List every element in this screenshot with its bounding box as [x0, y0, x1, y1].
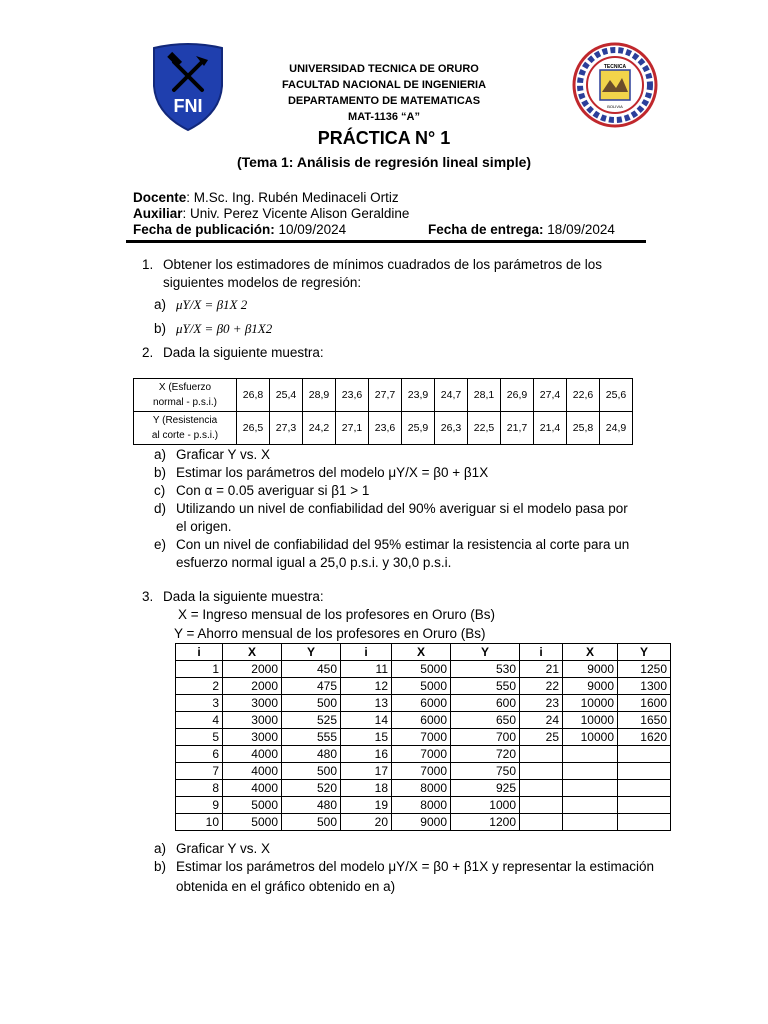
q2-number: 2.	[142, 345, 154, 360]
y-value: 25,9	[402, 412, 435, 445]
table-cell: 925	[451, 780, 520, 797]
table-cell: 3000	[223, 695, 282, 712]
table-cell: 4000	[223, 746, 282, 763]
column-header: i	[341, 644, 392, 661]
table-cell: 5000	[392, 661, 451, 678]
university-name: UNIVERSIDAD TECNICA DE ORURO	[289, 63, 479, 75]
department-name: DEPARTAMENTO DE MATEMATICAS	[287, 95, 481, 107]
column-header: i	[176, 644, 223, 661]
q1b-label: b)	[154, 321, 167, 336]
table-cell: 9000	[563, 678, 618, 695]
x-value: 22,6	[567, 379, 600, 412]
table-cell: 525	[282, 712, 341, 729]
q2a-text: Graficar Y vs. X	[176, 447, 271, 462]
table-cell: 10	[176, 814, 223, 831]
table-cell: 25	[520, 729, 563, 746]
q2-sample-table	[133, 378, 633, 445]
table-row	[176, 814, 671, 831]
q2b-label: b)	[154, 465, 167, 480]
table-cell: 8000	[392, 797, 451, 814]
q2e-label: e)	[154, 537, 167, 552]
table-cell: 1650	[618, 712, 671, 729]
table-row	[134, 379, 633, 412]
q2d-label: d)	[154, 501, 167, 516]
table-cell: 5	[176, 729, 223, 746]
seal-top-text: TECNICA	[603, 64, 627, 70]
table-cell: 10000	[563, 712, 618, 729]
table-cell	[563, 763, 618, 780]
auxiliar-value: : Univ. Perez Vicente Alison Geraldine	[182, 206, 410, 221]
table-row	[176, 797, 671, 814]
y-value: 24,2	[303, 412, 336, 445]
due-date	[428, 222, 615, 238]
table-cell: 530	[451, 661, 520, 678]
table-cell: 9000	[392, 814, 451, 831]
table-row	[176, 678, 671, 695]
q2b-text: Estimar los parámetros del modelo μY/X = β0 + β1X	[176, 465, 489, 480]
column-header: i	[520, 644, 563, 661]
table-cell: 720	[451, 746, 520, 763]
header-divider	[126, 240, 646, 243]
y-value: 23,6	[369, 412, 402, 445]
table-cell: 22	[520, 678, 563, 695]
q1a-formula: μY/X = β1X 2	[176, 297, 248, 312]
page-title: PRÁCTICA N° 1	[317, 128, 451, 148]
table-row	[176, 746, 671, 763]
table-cell: 3000	[223, 729, 282, 746]
y-value: 25,8	[567, 412, 600, 445]
y-value: 27,3	[270, 412, 303, 445]
table-cell: 500	[282, 814, 341, 831]
table-cell: 4	[176, 712, 223, 729]
table-row	[176, 661, 671, 678]
x-value: 28,1	[468, 379, 501, 412]
table-row	[176, 780, 671, 797]
table-cell: 555	[282, 729, 341, 746]
q1-number: 1.	[142, 257, 154, 272]
y-value: 27,1	[336, 412, 369, 445]
q1-text-line1: Obtener los estimadores de mínimos cuadrados de los parámetros de los	[163, 257, 602, 272]
q3b-text-line2: obtenida en el gráfico obtenido en a)	[176, 879, 396, 894]
q2a-label: a)	[154, 447, 167, 462]
y-value: 21,4	[534, 412, 567, 445]
q1-text-line2: siguientes modelos de regresión:	[163, 275, 362, 290]
table-row	[176, 763, 671, 780]
table-cell	[563, 746, 618, 763]
column-header: X	[223, 644, 282, 661]
q1b-formula: μY/X = β0 + β1X2	[176, 321, 273, 336]
x-value: 23,6	[336, 379, 369, 412]
y-value: 21,7	[501, 412, 534, 445]
y-value: 26,3	[435, 412, 468, 445]
x-value: 26,8	[237, 379, 270, 412]
table-cell: 8	[176, 780, 223, 797]
table-cell: 650	[451, 712, 520, 729]
table-cell: 18	[341, 780, 392, 797]
table-cell	[618, 814, 671, 831]
q2e-text-line2: esfuerzo normal igual a 25,0 p.s.i. y 30,0 p.s.i.	[176, 555, 452, 570]
table-cell: 500	[282, 695, 341, 712]
q2c-text: Con α = 0.05 averiguar si β1 > 1	[176, 483, 370, 498]
q2d-text-line2: el origen.	[176, 519, 232, 534]
table-cell: 12	[341, 678, 392, 695]
q1a-label: a)	[154, 297, 167, 312]
table-cell	[563, 814, 618, 831]
x-value: 26,9	[501, 379, 534, 412]
q3-table-body	[176, 661, 671, 831]
table-cell	[618, 797, 671, 814]
y-label-line1: Y (Resistencia	[152, 415, 218, 426]
seal-bottom-text: BOLIVIA	[607, 104, 623, 109]
table-cell: 2000	[223, 678, 282, 695]
table-cell: 600	[451, 695, 520, 712]
table-cell	[520, 814, 563, 831]
x-value: 24,7	[435, 379, 468, 412]
table-cell: 15	[341, 729, 392, 746]
table-cell: 1300	[618, 678, 671, 695]
x-value: 28,9	[303, 379, 336, 412]
x-row-label	[134, 379, 237, 412]
table-cell: 1620	[618, 729, 671, 746]
table-cell: 7000	[392, 746, 451, 763]
table-cell: 1	[176, 661, 223, 678]
x-value: 27,4	[534, 379, 567, 412]
table-cell: 5000	[392, 678, 451, 695]
pub-value: 10/09/2024	[274, 222, 347, 237]
table-cell: 14	[341, 712, 392, 729]
table-cell: 7000	[392, 729, 451, 746]
auxiliar-line	[133, 206, 409, 222]
uto-seal-logo	[572, 42, 658, 128]
table-cell: 6000	[392, 695, 451, 712]
table-cell: 2000	[223, 661, 282, 678]
table-cell: 700	[451, 729, 520, 746]
table-cell: 20	[341, 814, 392, 831]
table-row	[134, 412, 633, 445]
q3-text: Dada la siguiente muestra:	[163, 589, 324, 604]
table-header-row	[176, 644, 671, 661]
docente-value: : M.Sc. Ing. Rubén Medinaceli Ortiz	[186, 190, 399, 205]
table-cell: 3000	[223, 712, 282, 729]
table-cell: 1250	[618, 661, 671, 678]
course-code: MAT-1136 “A”	[348, 111, 420, 123]
table-cell: 480	[282, 797, 341, 814]
table-cell: 7	[176, 763, 223, 780]
table-cell	[618, 746, 671, 763]
docente-label: Docente	[133, 190, 187, 205]
q3-number: 3.	[142, 589, 154, 604]
table-cell: 10000	[563, 695, 618, 712]
q2d-text-line1: Utilizando un nivel de confiabilidad del 90% averiguar si el modelo pasa por	[176, 501, 628, 516]
y-value: 22,5	[468, 412, 501, 445]
x-value: 27,7	[369, 379, 402, 412]
table-cell: 4000	[223, 780, 282, 797]
q3b-text-line1: Estimar los parámetros del modelo μY/X = β0 + β1X y representar la estimación	[176, 859, 655, 874]
table-cell: 8000	[392, 780, 451, 797]
table-cell: 500	[282, 763, 341, 780]
x-value: 25,4	[270, 379, 303, 412]
table-cell	[563, 797, 618, 814]
due-value: 18/09/2024	[543, 222, 615, 237]
y-label-line2: al corte - p.s.i.)	[151, 430, 219, 441]
table-cell: 11	[341, 661, 392, 678]
due-label: Fecha de entrega:	[428, 222, 544, 237]
table-cell: 24	[520, 712, 563, 729]
column-header: X	[563, 644, 618, 661]
publication-date	[133, 222, 346, 238]
table-cell: 9	[176, 797, 223, 814]
column-header: Y	[282, 644, 341, 661]
table-cell: 23	[520, 695, 563, 712]
table-cell: 19	[341, 797, 392, 814]
faculty-name: FACULTAD NACIONAL DE INGENIERIA	[281, 79, 487, 91]
table-cell: 13	[341, 695, 392, 712]
page-subtitle: (Tema 1: Análisis de regresión lineal simple)	[236, 154, 532, 170]
table-cell: 4000	[223, 763, 282, 780]
table-cell	[618, 780, 671, 797]
q3-y-definition: Y = Ahorro mensual de los profesores en Oruro (Bs)	[174, 626, 486, 641]
table-cell: 3	[176, 695, 223, 712]
column-header: Y	[451, 644, 520, 661]
table-cell	[520, 763, 563, 780]
y-value: 26,5	[237, 412, 270, 445]
table-cell: 9000	[563, 661, 618, 678]
table-cell	[520, 746, 563, 763]
y-row-label	[134, 412, 237, 445]
q3-sample-table	[175, 643, 671, 831]
q3-x-definition: X = Ingreso mensual de los profesores en Oruro (Bs)	[178, 607, 496, 622]
table-cell	[520, 797, 563, 814]
x-label-line2: normal - p.s.i.)	[153, 397, 217, 408]
table-cell: 16	[341, 746, 392, 763]
table-cell: 6000	[392, 712, 451, 729]
table-row	[176, 695, 671, 712]
table-cell: 21	[520, 661, 563, 678]
column-header: Y	[618, 644, 671, 661]
table-row	[176, 712, 671, 729]
auxiliar-label: Auxiliar	[133, 206, 183, 221]
table-cell: 7000	[392, 763, 451, 780]
x-label-line1: X (Esfuerzo	[158, 382, 212, 393]
q2e-text-line1: Con un nivel de confiabilidad del 95% estimar la resistencia al corte para un	[176, 537, 630, 552]
q3a-text: Graficar Y vs. X	[176, 841, 271, 856]
table-cell: 10000	[563, 729, 618, 746]
table-cell	[618, 763, 671, 780]
table-cell: 475	[282, 678, 341, 695]
docente-line	[133, 190, 399, 206]
pub-label: Fecha de publicación:	[133, 222, 275, 237]
x-value: 23,9	[402, 379, 435, 412]
q2-text: Dada la siguiente muestra:	[163, 345, 324, 360]
table-cell: 1200	[451, 814, 520, 831]
table-cell: 450	[282, 661, 341, 678]
q3b-label: b)	[154, 859, 167, 874]
table-cell: 520	[282, 780, 341, 797]
q3a-label: a)	[154, 841, 167, 856]
y-value: 24,9	[600, 412, 633, 445]
table-cell	[520, 780, 563, 797]
table-cell: 1000	[451, 797, 520, 814]
table-cell	[563, 780, 618, 797]
q2c-label: c)	[154, 483, 166, 498]
table-cell: 5000	[223, 814, 282, 831]
fni-logo-text: FNI	[173, 96, 203, 116]
table-cell: 1600	[618, 695, 671, 712]
table-cell: 17	[341, 763, 392, 780]
column-header: X	[392, 644, 451, 661]
table-cell: 480	[282, 746, 341, 763]
table-cell: 550	[451, 678, 520, 695]
table-row	[176, 729, 671, 746]
table-cell: 5000	[223, 797, 282, 814]
table-cell: 6	[176, 746, 223, 763]
table-cell: 750	[451, 763, 520, 780]
x-value: 25,6	[600, 379, 633, 412]
table-cell: 2	[176, 678, 223, 695]
